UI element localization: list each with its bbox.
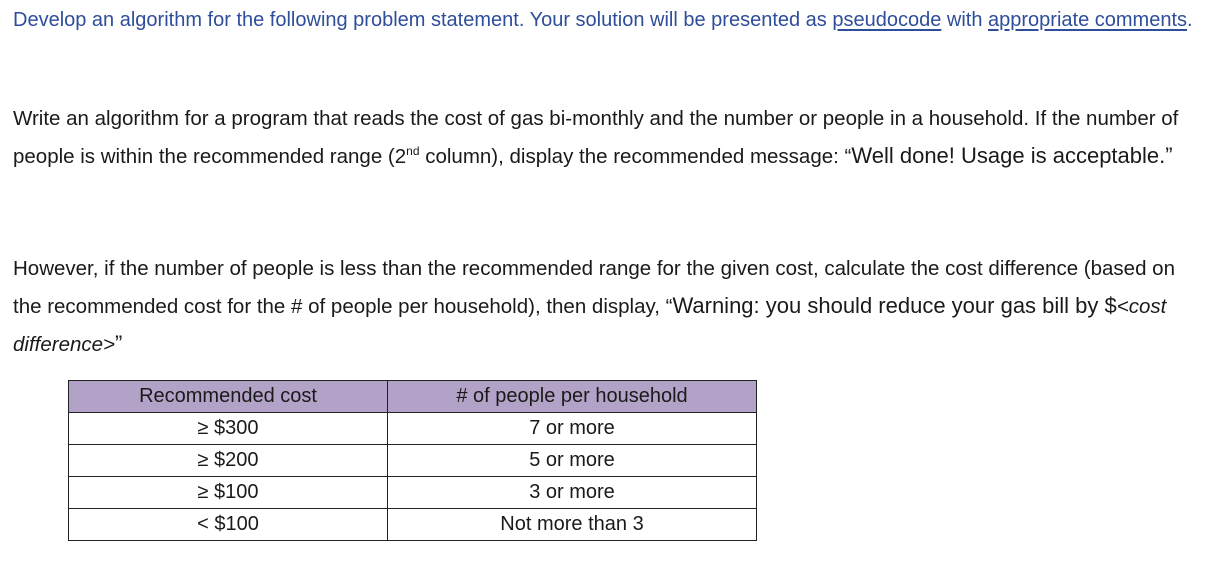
table-row (69, 509, 757, 541)
people-cell: 3 or more (388, 477, 757, 509)
para2-text-1: However, if the number of people is less than the recommended range for the given cost, calculate the cost difference (based on the recommended cost for the # of people per household), then display, “ (13, 257, 1175, 318)
table-row (69, 477, 757, 509)
people-cell: Not more than 3 (388, 509, 757, 541)
instructions-intro (13, 5, 1213, 36)
recommendation-table (68, 380, 757, 541)
people-cell: 5 or more (388, 445, 757, 477)
cost-difference-placeholder: <cost difference> (13, 295, 1167, 356)
pseudocode-link[interactable]: pseudocode (832, 9, 942, 31)
people-cell: 7 or more (388, 413, 757, 445)
para2-closing-quote: ” (115, 331, 123, 356)
intro-text-2: with (941, 9, 989, 31)
cost-cell: ≥ $100 (69, 477, 388, 509)
table-header-row (69, 381, 757, 413)
warning-paragraph (13, 250, 1193, 363)
header-people-per-household: # of people per household (388, 381, 757, 413)
header-recommended-cost: Recommended cost (69, 381, 388, 413)
para1-text-2: column), display the recommended message: “ (419, 145, 852, 168)
para2-warning-message: Warning: you should reduce your gas bill by $ (672, 293, 1117, 318)
cost-cell: < $100 (69, 509, 388, 541)
table-row (69, 413, 757, 445)
cost-cell: ≥ $300 (69, 413, 388, 445)
table-row (69, 445, 757, 477)
para1-message: Well done! Usage is acceptable.” (851, 143, 1173, 168)
appropriate-comments-link[interactable]: appropriate comments (988, 9, 1188, 31)
superscript-nd: nd (406, 144, 420, 159)
intro-text-1: Develop an algorithm for the following problem statement. Your solution will be presented as (13, 9, 833, 31)
cost-cell: ≥ $200 (69, 445, 388, 477)
problem-statement-paragraph (13, 100, 1193, 175)
para1-text-1: Write an algorithm for a program that reads the cost of gas bi-monthly and the number or people in a household. If the number of people is within the recommended range (2 (13, 107, 1179, 168)
intro-text-3: . (1187, 9, 1193, 31)
